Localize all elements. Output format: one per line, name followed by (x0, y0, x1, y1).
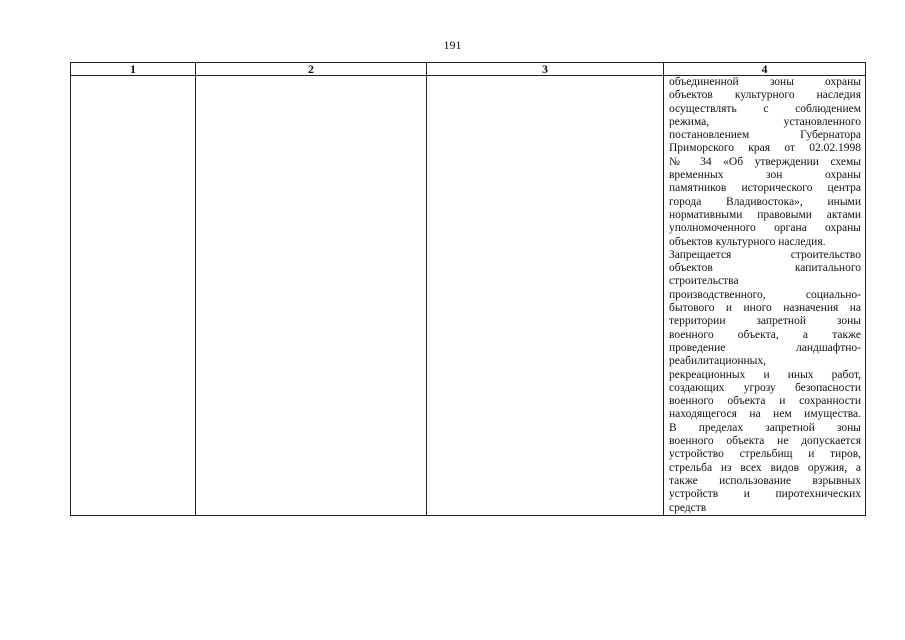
column-header-2: 2 (196, 63, 427, 76)
text-line: режима, установленного (669, 115, 861, 128)
page-number: 191 (443, 38, 462, 52)
column-header-4: 4 (664, 63, 866, 76)
column-header-1: 1 (71, 63, 196, 76)
text-line: территории запретной зоны (669, 315, 861, 328)
text-line: нормативными правовыми актами (669, 208, 861, 221)
text-line: объектов капитального (669, 262, 861, 275)
text-line: Запрещается строительство (669, 248, 861, 261)
text-line: стрельба из всех видов оружия, а (669, 461, 861, 474)
text-line: реабилитационных, (669, 355, 766, 368)
table-row (71, 76, 866, 516)
text-line: проведение ландшафтно- (669, 341, 861, 354)
text-line: № 34 «Об утверждении схемы (669, 155, 861, 168)
text-line: уполномоченного органа охраны (669, 222, 861, 235)
text-line: временных зон охраны (669, 169, 861, 182)
table-header-row (71, 63, 866, 76)
text-line: осуществлять с соблюдением (669, 102, 861, 115)
text-line: строительства (669, 275, 739, 288)
text-line: объектов культурного наследия (669, 89, 861, 102)
text-line: устройство стрельбищ и тиров, (669, 448, 861, 461)
text-line: средств (669, 501, 707, 514)
cell-column-1 (71, 76, 196, 516)
text-line: города Владивостока», иными (669, 195, 861, 208)
text-line: военного объекта не допускается (669, 435, 861, 448)
column-header-3: 3 (427, 63, 664, 76)
text-line: объединенной зоны охраны (669, 76, 861, 88)
text-line: создающих угрозу безопасности (669, 381, 861, 394)
text-line: объектов культурного наследия. (669, 235, 826, 248)
text-line: находящегося на нем имущества. (669, 408, 861, 421)
text-line: памятников исторического центра (669, 182, 861, 195)
text-line: военного объекта и сохранности (669, 395, 861, 408)
cell-column-2 (196, 76, 427, 516)
text-line: рекреационных и иных работ, (669, 368, 861, 381)
text-line: также использование взрывных (669, 474, 861, 487)
cell-column-4 (664, 76, 866, 516)
text-line: устройств и пиротехнических (669, 488, 861, 501)
cell-column-3 (427, 76, 664, 516)
text-line: производственного, социально- (669, 288, 861, 301)
document-table (70, 62, 866, 516)
text-line: Приморского края от 02.02.1998 (669, 142, 861, 155)
text-line: постановлением Губернатора (669, 129, 861, 142)
text-line: военного объекта, а также (669, 328, 861, 341)
text-line: В пределах запретной зоны (669, 421, 861, 434)
text-line: бытового и иного назначения на (669, 302, 861, 315)
